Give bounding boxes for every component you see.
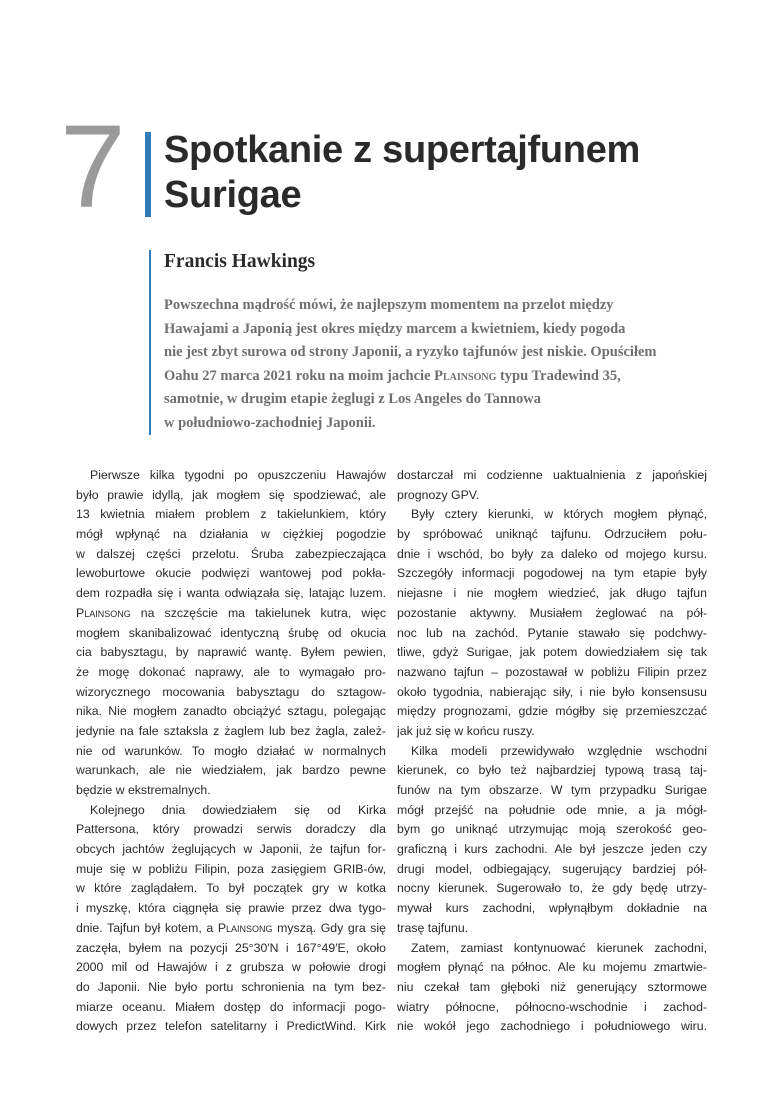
body-line: mógł wpłynąć na działania w ciężkiej pogodzie [76, 527, 386, 542]
body-line: mógł przejść na południe ode mnie, a ja mógł- [397, 802, 707, 817]
body-line: mywał kurs zachodni, wpłynąłbym dokładnie na [397, 901, 707, 916]
body-line: nocny kierunek. Sugerowało to, że gdy będę utrzy- [397, 881, 707, 896]
body-line: Były cztery kierunki, w których mogłem płynąć, [411, 507, 707, 522]
lead-line: nie jest zbyt surowa od strony Japonii, a ryzyko tajfunów jest niskie. Opuściłem [164, 344, 657, 360]
body-line: obcych jachtów żeglujących w Japonii, że tajfun for- [76, 842, 386, 857]
body-line: 13 kwietnia miałem problem z takielunkiem, który [76, 507, 386, 522]
body-line: Zatem, zamiast kontynuować kierunek zachodni, [411, 940, 707, 955]
body-line: Szczegóły informacji pogodowej na tym etapie były [397, 566, 707, 581]
lead-text: typu Tradewind 35, [496, 367, 621, 384]
body-line: Pattersona, który prowadzi serwis doradczy dla [76, 822, 386, 837]
body-line: muje się w pobliżu Filipin, poza zasięgiem GRIB-ów, [76, 861, 386, 876]
lead-text: Oahu 27 marca 2021 roku na moim jachcie [164, 367, 435, 384]
lead-line: w południowo-zachodniej Japonii. [164, 414, 376, 431]
body-line: prognozy GPV. [397, 487, 480, 502]
body-line: mogłem płynąć na północ. Ale ku mojemu zmartwie- [397, 960, 707, 975]
body-line: nika. Nie mogłem zanadto obciążyć sztagu, polegając [76, 704, 386, 719]
body-line: graficzną i kurs zachodni. Ale był jeszcze jeden czy [397, 842, 707, 857]
body-line: że mogę dokonać naprawy, ale to wymagało pro- [76, 664, 386, 679]
body-line: jak już się w końcu ruszy. [397, 723, 535, 738]
body-line: lewoburtowe okucie podwięzi wantowej pod pokła- [76, 566, 386, 581]
boat-name: Plainsong [434, 367, 497, 384]
body-line: bym go uniknąć utrzymując moją szerokość geo- [397, 822, 707, 837]
body-line: w dalszej części przelotu. Śruba zabezpieczająca [76, 546, 386, 561]
lead-line: samotnie, w drugim etapie żeglugi z Los Angeles do Tannowa [164, 391, 542, 407]
body-line: nie wokół jego zachodniego i południowego wiru. [397, 1019, 707, 1034]
body-line: niu czekał tam głęboki niż generujący sztormowe [397, 979, 707, 994]
body-line: miarze oceanu. Miałem dostęp do informacji pogo- [76, 999, 386, 1014]
boat-name: Plainsong [217, 920, 273, 935]
body-line: nie od warunków. To mogło działać w normalnych [76, 743, 386, 758]
body-line: mogłem skanibalizować identyczną śrubę od okucia [76, 625, 386, 640]
body-line: pozostanie aktywny. Musiałem żeglować na pół- [397, 605, 707, 620]
chapter-title-line-1: Spotkanie z supertajfunem [164, 129, 641, 171]
lead-line: Powszechna mądrość mówi, że najlepszym momentem na przelot między [164, 297, 614, 313]
body-line [76, 604, 386, 624]
body-line: nazwano tajfun – pozostawał w pobliżu Filipin przez [397, 664, 707, 679]
lead-paragraph [164, 294, 704, 435]
body-text: dnie. Tajfun był kotem, a [76, 920, 218, 935]
body-line: dem rozpadła się i wanta odwiązała się, latając luzem. [76, 586, 386, 601]
body-line: cia babysztagu, by naprawić wantę. Byłem pewien, [76, 645, 386, 660]
body-line: wiatry północne, północno-wschodnie i zachod- [397, 999, 707, 1014]
body-line: jedynie na fale sztaksla z żaglem lub bez żagla, zależ- [76, 723, 386, 738]
body-line: dowych przez telefon satelitarny i PredictWind. Kirk [76, 1019, 386, 1034]
body-line: warunkach, ale nie wiedziałem, jak bardzo pewne [76, 763, 386, 778]
title-accent-bar [145, 132, 151, 217]
body-line: wizorycznego mocowania babysztagu do sztagow- [76, 684, 386, 699]
body-line: było prawie idyllą, jak mogłem się spodziewać, ale [76, 487, 386, 502]
chapter-title-line-2: Surigae [164, 174, 302, 216]
body-line: Pierwsze kilka tygodni po opuszczeniu Hawajów [90, 468, 386, 482]
body-line: do Japonii. Nie było portu schronienia na tym bez- [76, 979, 386, 994]
body-line: między prognozami, gdzie mógłby się przemieszczać [397, 704, 707, 719]
body-line: będzie w ekstremalnych. [76, 783, 211, 797]
body-line: niejasne i nie mogłem wiedzieć, jak długo tajfun [397, 586, 707, 601]
body-line: funów na tym obszarze. W tym przypadku Surigae [397, 783, 707, 797]
body-line: Kilka modeli przewidywało względnie wschodni [411, 743, 707, 758]
body-line: około tygodnia, nabierając siły, i nie było konsensusu [397, 684, 707, 699]
body-line [76, 919, 386, 939]
body-line: Kolejnego dnia dowiedziałem się od Kirka [90, 802, 386, 817]
body-line: i myszkę, która ciągnęła się prawie przez dwa tygo- [76, 901, 386, 916]
body-line: 2000 mil od Hawajów i z grubsza w połowie drogi [76, 960, 386, 975]
body-line: w które zaglądałem. To był początek gry w kotka [76, 881, 386, 896]
body-line: dnie i wschód, bo były za daleko od mojego kursu. [397, 546, 707, 561]
chapter-number: 7 [60, 101, 126, 233]
body-column-left [76, 466, 386, 1037]
body-text: na szczęście ma takielunek kutra, więc [130, 605, 386, 620]
body-line: zaczęła, byłem na pozycji 25°30′N i 167°49′E, około [76, 940, 386, 955]
body-text: myszą. Gdy gra się [272, 920, 386, 935]
boat-name: Plainsong [76, 605, 131, 620]
body-line: kierunek, co było też najbardziej typową trasą taj- [397, 763, 707, 778]
author-name: Francis Hawkings [164, 251, 316, 272]
lead-line [164, 365, 704, 389]
body-line: drugi model, odbiegający, sugerujący bardziej pół- [397, 861, 707, 876]
body-line: tliwe, gdyż Surigae, jak potem dowiedziałem się tak [397, 645, 707, 660]
body-line: noc lub na zachód. Pytanie stawało się podchwy- [397, 625, 707, 640]
lead-line: Hawajami a Japonią jest okres między marcem a kwietniem, kiedy pogoda [164, 320, 626, 337]
body-line: trasę tajfunu. [397, 920, 469, 935]
body-line: by spróbować uniknąć tajfunu. Odrzuciłem połu- [397, 527, 707, 542]
chapter-title [164, 128, 640, 218]
body-line: dostarczał mi codzienne uaktualnienia z japońskiej [397, 468, 707, 482]
body-column-right [397, 466, 707, 1037]
lead-accent-bar [149, 250, 151, 435]
